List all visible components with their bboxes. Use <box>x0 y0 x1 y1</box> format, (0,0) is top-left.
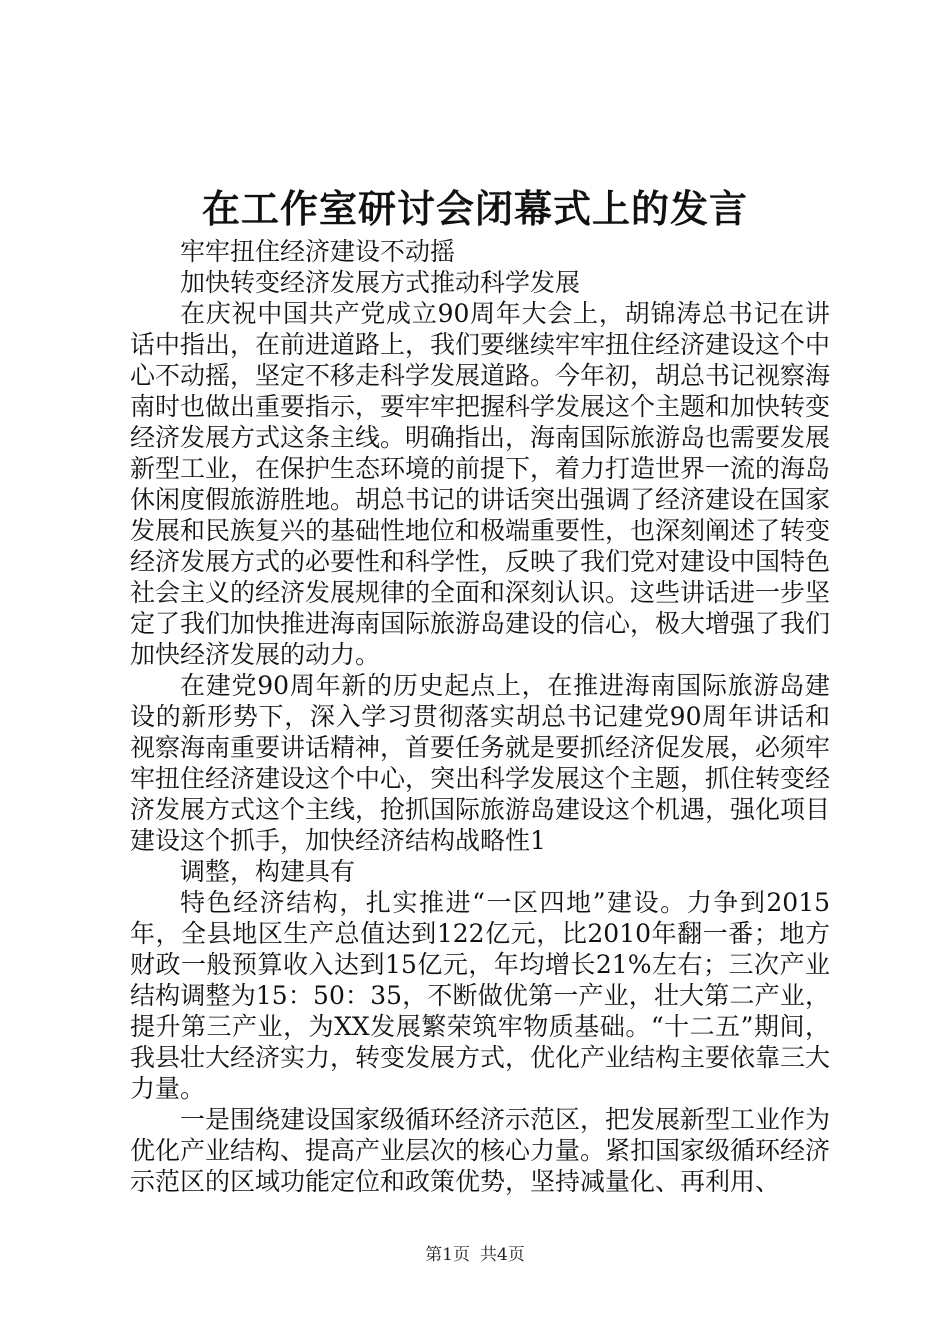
document-body <box>130 236 830 1197</box>
page-number: 第1页 <box>425 1245 470 1265</box>
paragraph-body: 在建党90周年新的历史起点上，在推进海南国际旅游岛建设的新形势下，深入学习贯彻落实胡总书记建党90周年讲话和视察海南重要讲话精神，首要任务就是要抓经济促发展，必须牢牢扭住经济建设这个中心，突出科学发展这个主题，抓住转变经济发展方式这个主线，抢抓国际旅游岛建设这个机遇，强化项目建设这个抓手，加快经济结构战略性1 <box>130 671 831 855</box>
page-total: 共4页 <box>480 1245 525 1265</box>
document-title: 在工作室研讨会闭幕式上的发言 <box>201 186 748 231</box>
paragraph-body: 特色经济结构，扎实推进“一区四地”建设。力争到2015年，全县地区生产总值达到122亿元，比2010年翻一番；地方财政一般预算收入达到15亿元，年均增长21%左右；三次产业结构调整为15：50：35，不断做优第一产业，壮大第二产业，提升第三产业，为XX发展繁荣筑牢物质基础。“十二五”期间，我县壮大经济实力，转变发展方式，优化产业结构主要依靠三大力量。 <box>130 888 831 1103</box>
paragraph-body: 在庆祝中国共产党成立90周年大会上，胡锦涛总书记在讲话中指出，在前进道路上，我们要继续牢牢扭住经济建设这个中心不动摇，坚定不移走科学发展道路。今年初，胡总书记视察海南时也做出重要指示，要牢牢把握科学发展这个主题和加快转变经济发展方式这条主线。明确指出，海南国际旅游岛也需要发展新型工业，在保护生态环境的前提下，着力打造世界一流的海岛休闲度假旅游胜地。胡总书记的讲话突出强调了经济建设在国家发展和民族复兴的基础性地位和极端重要性，也深刻阐述了转变经济发展方式的必要性和科学性，反映了我们党对建设中国特色社会主义的经济发展规律的全面和深刻认识。这些讲话进一步坚定了我们加快推进海南国际旅游岛建设的信心，极大增强了我们加快经济发展的动力。 <box>130 299 831 669</box>
paragraph-subheading-1: 牢牢扭住经济建设不动摇 <box>180 237 456 266</box>
paragraph-body: 调整，构建具有 <box>180 857 356 886</box>
page-footer <box>0 1243 950 1267</box>
paragraph-body: 一是围绕建设国家级循环经济示范区，把发展新型工业作为优化产业结构、提高产业层次的核心力量。紧扣国家级循环经济示范区的区域功能定位和政策优势，坚持减量化、再利用、 <box>130 1105 831 1196</box>
paragraph-subheading-2: 加快转变经济发展方式推动科学发展 <box>180 268 581 297</box>
